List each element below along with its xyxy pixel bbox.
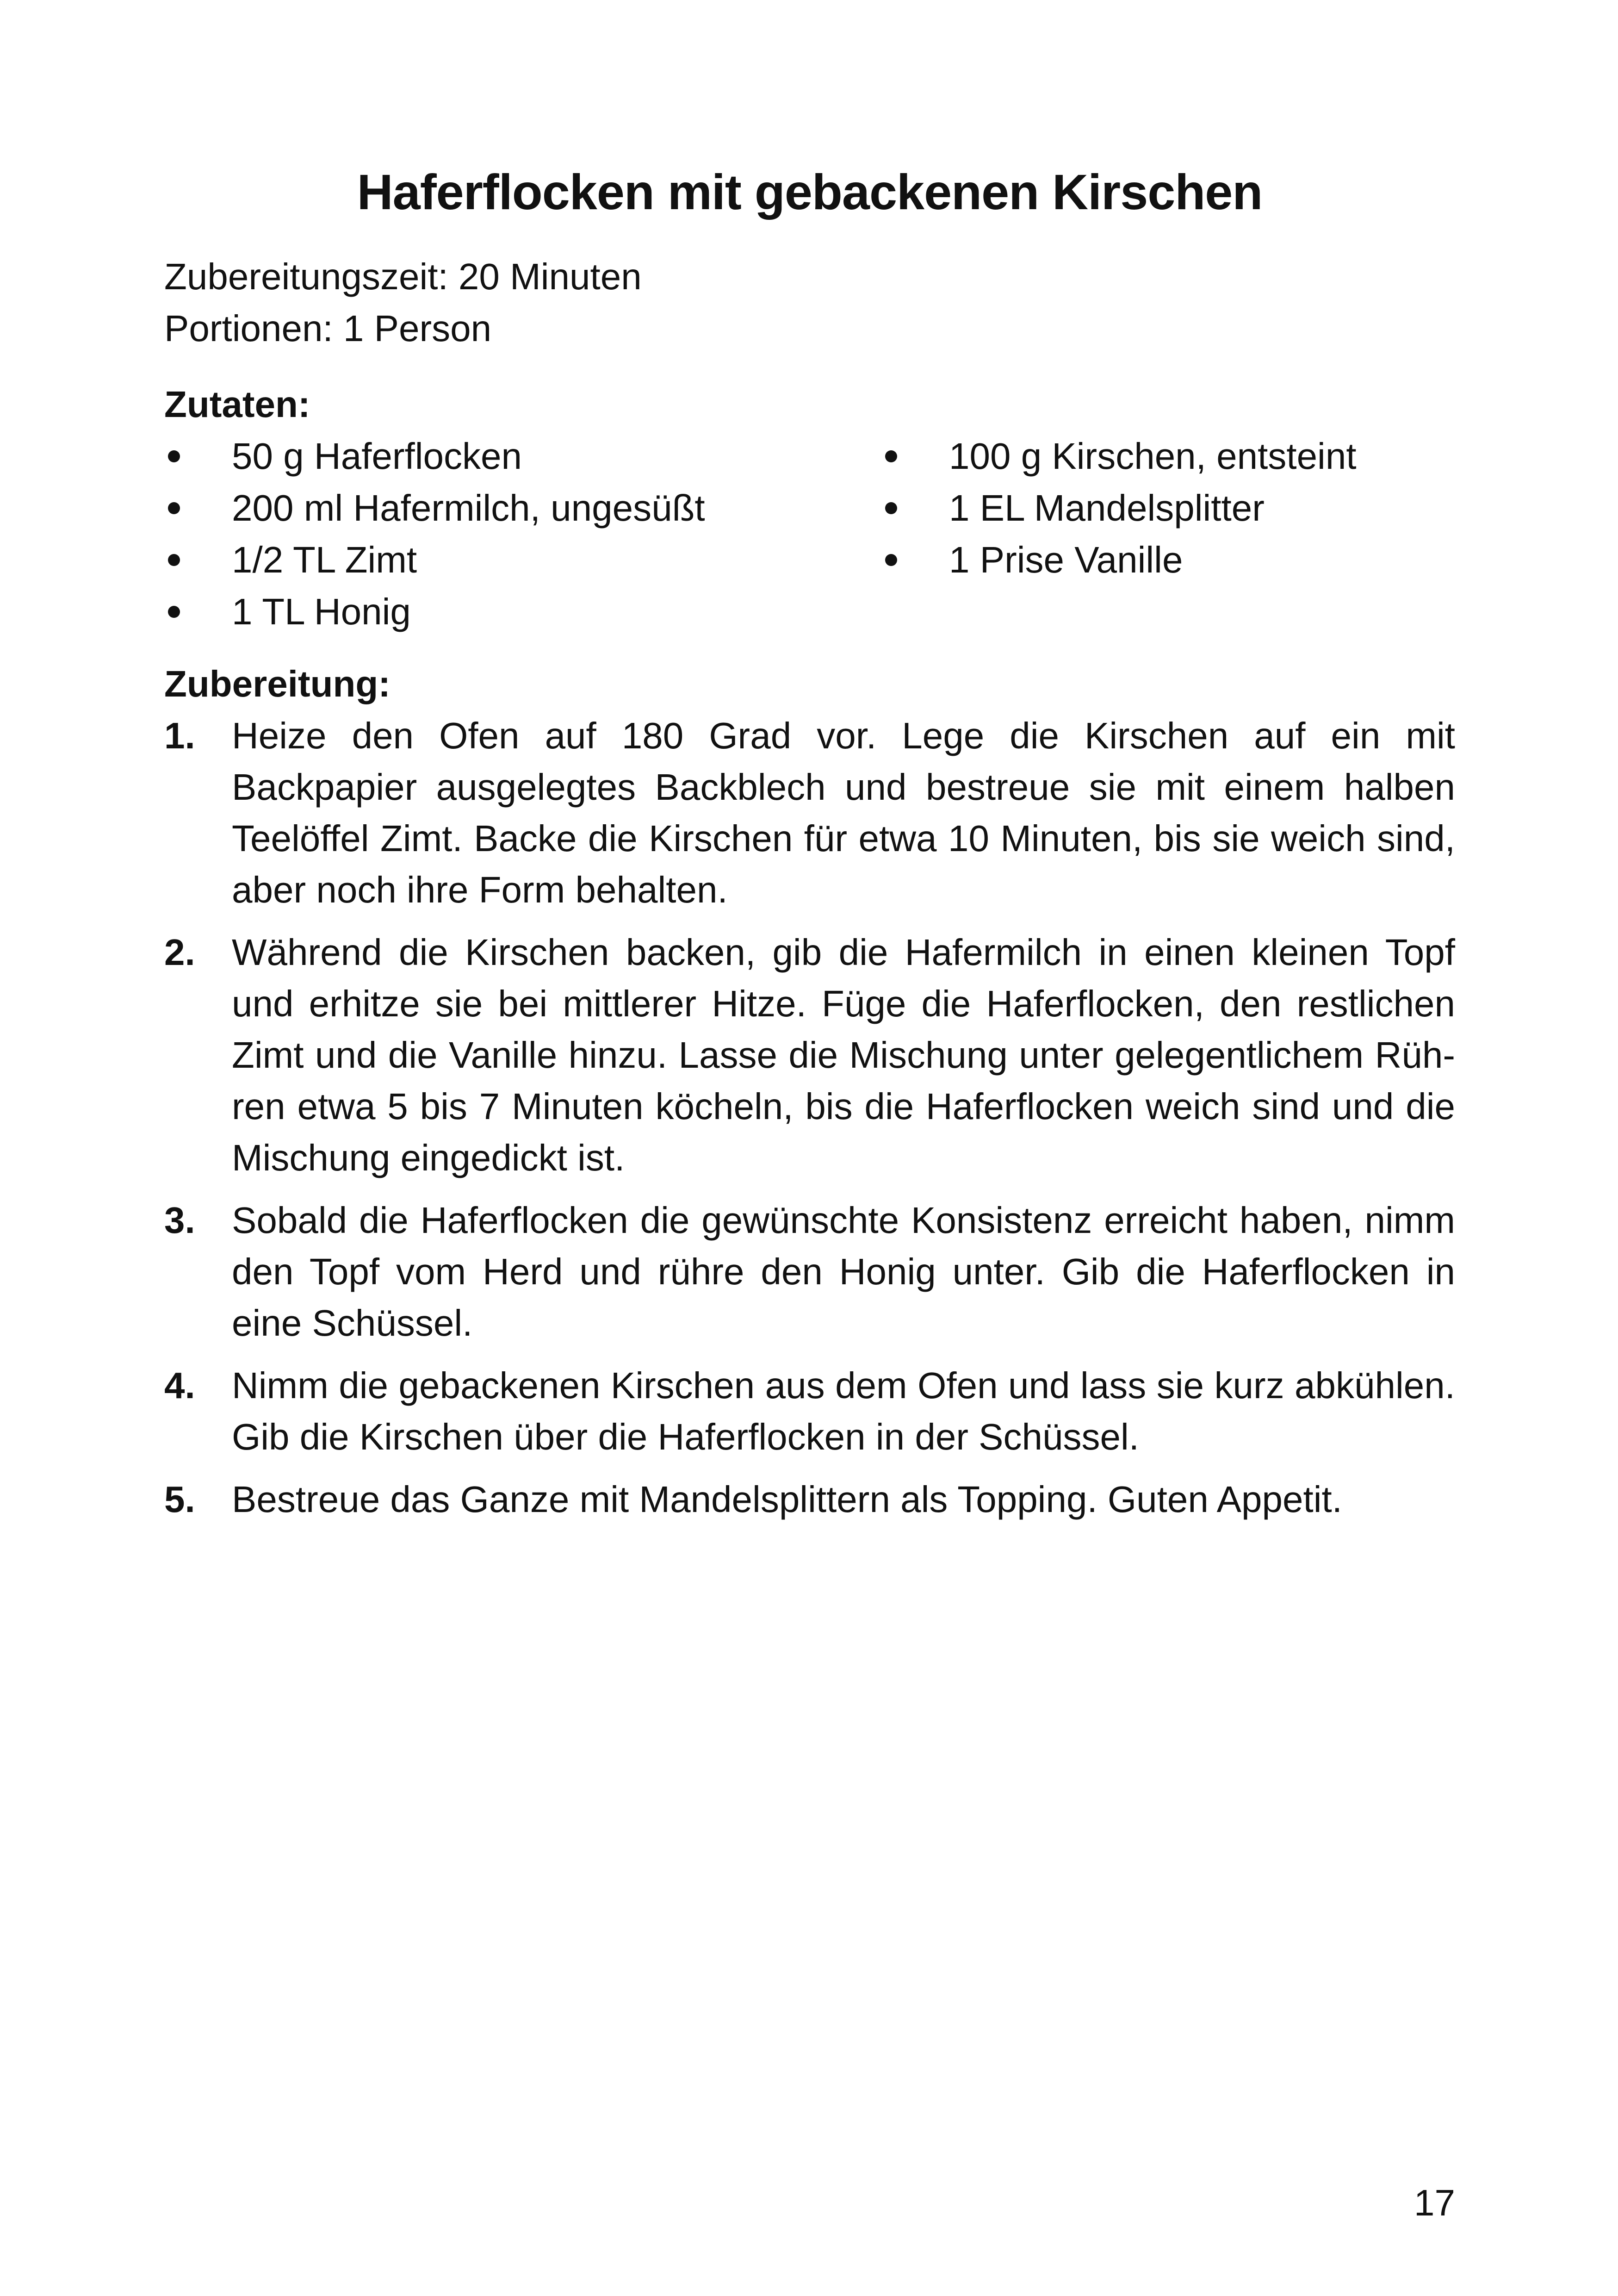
- ingredient-label: 1 Prise Vanille: [949, 539, 1183, 580]
- prep-time: Zubereitungszeit: 20 Minuten: [164, 255, 642, 297]
- step-number: 1.: [164, 715, 195, 756]
- bullet-icon: [168, 606, 180, 618]
- bullet-icon: [885, 554, 897, 566]
- step-text: Heize den Ofen auf 180 Grad vor. Lege die Kirschen auf ein mit Backpapier ausgelegtes Backblech und bestreue sie mit einem halben Teelöffel Zimt. Backe die Kirschen für etwa 10 Minuten, bis sie weich sind, aber noch ihre Form behalten.: [232, 715, 1455, 910]
- bullet-icon: [885, 450, 897, 462]
- ingredient-item: [164, 534, 881, 586]
- bullet-icon: [168, 502, 180, 514]
- step-number: 4.: [164, 1364, 195, 1406]
- step-item: [164, 1195, 1455, 1349]
- step-item: [164, 710, 1455, 915]
- ingredients-column-right: [881, 430, 1455, 638]
- ingredient-label: 100 g Kirschen, entsteint: [949, 435, 1357, 477]
- step-text: Sobald die Haferflocken die gewünschte Konsistenz erreicht haben, nimm den Topf vom Herd und rühre den Honig unter. Gib die Haferflocken in eine Schüssel.: [232, 1199, 1455, 1344]
- ingredient-label: 50 g Haferflocken: [232, 435, 522, 477]
- step-item: [164, 927, 1455, 1183]
- ingredient-item: [881, 534, 1455, 586]
- ingredients-list: [164, 430, 1455, 638]
- ingredient-item: [881, 430, 1455, 482]
- step-number: 2.: [164, 931, 195, 973]
- ingredient-label: 200 ml Hafermilch, ungesüßt: [232, 487, 705, 529]
- ingredient-item: [164, 430, 881, 482]
- step-number: 5.: [164, 1478, 195, 1520]
- ingredients-column-left: [164, 430, 881, 638]
- page-number: 17: [1414, 2182, 1455, 2223]
- preparation-steps: [164, 710, 1455, 1525]
- ingredient-label: 1 EL Mandelsplitter: [949, 487, 1265, 529]
- bullet-icon: [885, 502, 897, 514]
- ingredients-heading: Zutaten:: [164, 383, 310, 425]
- ingredient-label: 1 TL Honig: [232, 591, 411, 632]
- bullet-icon: [168, 554, 180, 566]
- ingredient-item: [164, 482, 881, 534]
- ingredient-label: 1/2 TL Zimt: [232, 539, 417, 580]
- step-text: Während die Kirschen backen, gib die Hafermilch in einen kleinen Topf und erhitze sie bei mittlerer Hitze. Füge die Haferflocken, den restlichen Zimt und die Vanille hinzu. Lasse die Mischung unter gelegentlichem Rühren etwa 5 bis 7 Minuten köcheln, bis die Haferflocken weich sind und die Mischung eingedickt ist.: [232, 931, 1455, 1178]
- servings: Portionen: 1 Person: [164, 307, 492, 349]
- step-number: 3.: [164, 1199, 195, 1241]
- bullet-icon: [168, 450, 180, 462]
- recipe-title: Haferflocken mit gebackenen Kirschen: [357, 164, 1263, 220]
- recipe-page: [164, 162, 1455, 1536]
- ingredient-item: [881, 482, 1455, 534]
- ingredient-item: [164, 586, 881, 638]
- step-item: [164, 1360, 1455, 1462]
- step-text: Bestreue das Ganze mit Mandelsplittern als Topping. Guten Appetit.: [232, 1478, 1342, 1520]
- preparation-heading: Zubereitung:: [164, 663, 391, 704]
- step-text: Nimm die gebackenen Kirschen aus dem Ofen und lass sie kurz abkühlen. Gib die Kirschen über die Haferflocken in der Schüssel.: [232, 1364, 1455, 1457]
- step-item: [164, 1474, 1455, 1525]
